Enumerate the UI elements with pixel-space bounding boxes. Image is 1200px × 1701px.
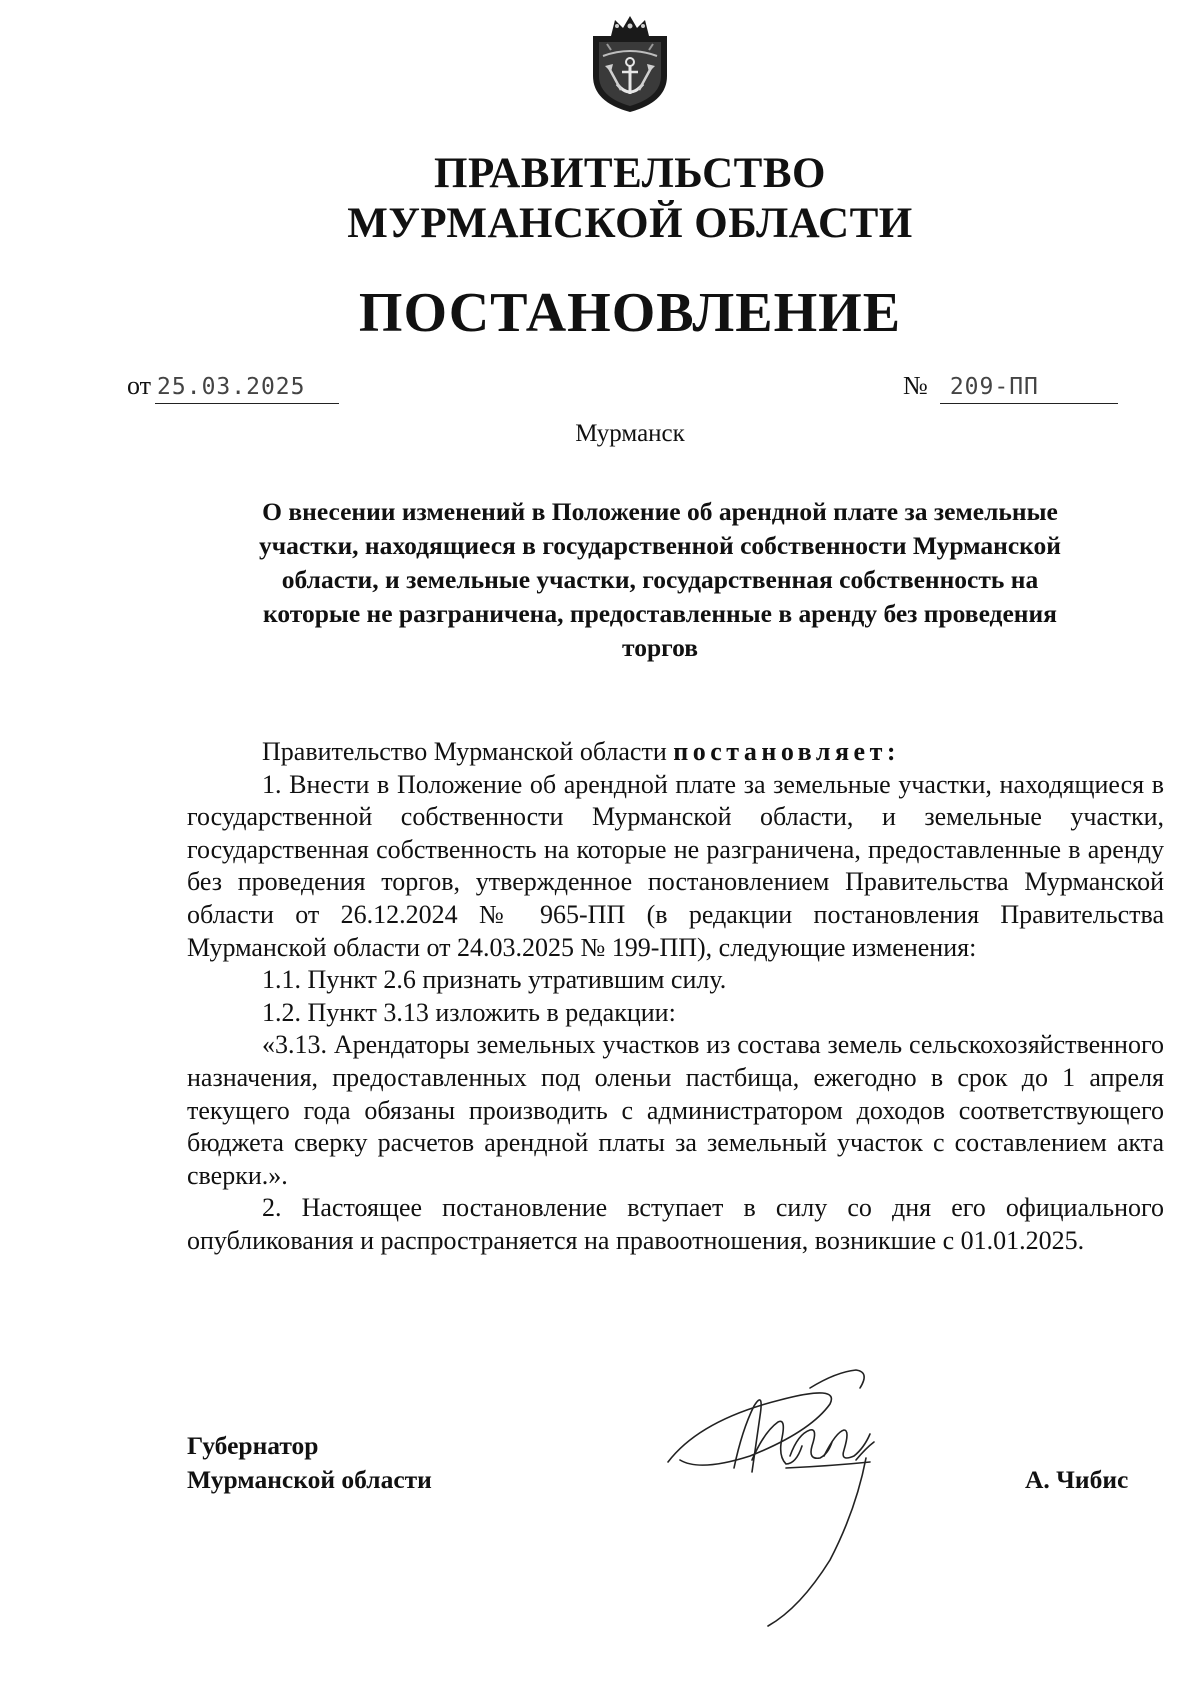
document-type-title: ПОСТАНОВЛЕНИЕ xyxy=(358,282,902,344)
date-prefix: от xyxy=(127,371,152,400)
document-number xyxy=(903,370,1118,404)
date-value: 25.03.2025 xyxy=(155,371,339,404)
decree-word: постановляет: xyxy=(673,737,900,766)
number-value: 209-ПП xyxy=(940,371,1118,404)
city-name: Мурманск xyxy=(575,420,685,447)
position-line2: Мурманской области xyxy=(187,1465,432,1494)
signatory-position xyxy=(187,1429,432,1497)
title-line: области, и земельные участки, государственная собственность на xyxy=(281,565,1039,594)
document-date xyxy=(127,370,339,404)
paragraph-1-1: 1.1. Пункт 2.6 признать утратившим силу. xyxy=(262,965,727,995)
paragraph-1: 1. Внести в Положение об арендной плате за земельные участки, находящиеся в государственной собственности Мурманской области, и земельные участки, государственная собственность на которые не разграничена, предоставленные в аренду без проведения торгов, утвержденное постановлением Правительства Мурманской области от 26.12.2024 № 965-ПП (в редакции постановления Правительства Мурманской области от 24.03.2025 № 199-ПП), следующие изменения: xyxy=(187,769,1164,962)
title-line: торгов xyxy=(622,633,698,662)
organization-name-line2: МУРМАНСКОЙ ОБЛАСТИ xyxy=(347,200,913,247)
preamble-text: Правительство Мурманской области xyxy=(262,737,667,766)
title-line: О внесении изменений в Положение об арендной плате за земельные xyxy=(262,497,1058,526)
organization-name-line1: ПРАВИТЕЛЬСТВО xyxy=(434,150,826,197)
handwritten-signature xyxy=(660,1360,950,1630)
title-line: участки, находящиеся в государственной собственности Мурманской xyxy=(259,531,1061,560)
document-subject-title xyxy=(190,495,1130,665)
signatory-name: А. Чибис xyxy=(1025,1465,1129,1494)
document-body xyxy=(187,736,1164,1258)
coat-of-arms-emblem xyxy=(589,14,671,114)
number-prefix: № xyxy=(903,371,928,400)
preamble-paragraph xyxy=(187,736,1164,769)
paragraph-2: 2. Настоящее постановление вступает в силу со дня его официального опубликования и распространяется на правоотношения, возникшие с 01.01.2025. xyxy=(187,1193,1164,1255)
quoted-paragraph-3-13: «3.13. Арендаторы земельных участков из состава земель сельскохозяйственного назначения, предоставленных под оленьи пастбища, ежегодно в срок до 1 апреля текущего года обязаны производить с администратором доходов соответствующего бюджета сверку расчетов арендной платы за земельный участок с составлением акта сверки.». xyxy=(187,1030,1164,1190)
position-line1: Губернатор xyxy=(187,1431,319,1460)
title-line: которые не разграничена, предоставленные в аренду без проведения xyxy=(263,599,1057,628)
paragraph-1-2: 1.2. Пункт 3.13 изложить в редакции: xyxy=(262,997,676,1027)
